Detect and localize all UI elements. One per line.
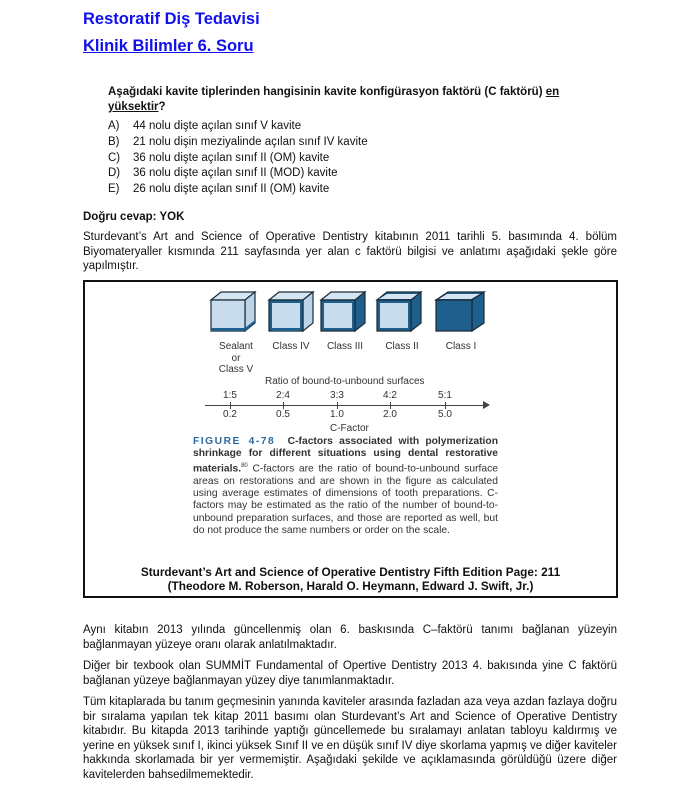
cube-label-sealant: Sealant or Class V — [218, 341, 254, 375]
paragraph-1: Sturdevant’s Art and Science of Operative Dentistry kitabının 2011 tarihli 5. basımında 4. bölüm Biyomateryaller kısmında 211 sayfasında yer alan c faktörü bilgisi ve anlatımı aşağıdaki şekle göre yapılmıştır. — [83, 231, 617, 273]
axis-tick — [230, 402, 231, 409]
cube-class2-icon — [375, 290, 425, 334]
axis-tick — [337, 402, 338, 409]
cube-class1-icon — [434, 290, 488, 334]
figure-caption: FIGURE 4-78 C-factors associated with polymerization shrinkage for different situations using dental restorative materials.$^{80}$ C-factors are the ratio of bound-to-unbound surface areas on restorations and are shown in the figure as calculated using average estimates of dimensions of tooth preparations. C-factors may be estimated as the ratio of the number of bound-to-unbound preparation surfaces, and those are reported as well, but do not produce the same numbers or order on the scale. — [193, 436, 498, 536]
option-e: E) 26 nolu dişte açılan sınıf II (OM) kavite — [108, 183, 330, 196]
axis-line — [205, 405, 485, 406]
figure-box — [83, 280, 618, 598]
figure-source: Sturdevant’s Art and Science of Operative Dentistry Fifth Edition Page: 211 (Theodore M. Roberson, Harald O. Heymann, Edward J. Swift, Jr.) — [140, 565, 561, 593]
cfactor-label: 0.2 — [223, 409, 237, 420]
cube-sealant-icon — [209, 290, 259, 334]
axis-title: Ratio of bound-to-unbound surfaces — [265, 376, 425, 387]
cube-label-class2: Class II — [385, 341, 419, 352]
ratio-label: 5:1 — [438, 390, 452, 401]
paragraph-4: Tüm kitaplarada bu tanım geçmesinin yanında kaviteler arasında fazladan aza veya azdan fazlaya doğru bir sıralama yapılan tek kitap 2011 basımı olan Sturdevant’s Art and Science of Operative Dentistry kitabıdır. Bu kitapda 2013 tarihinde yaptığı güncellemede bu sıralamayı anlatan tabloyu kaldırmış ve yerine en yüksek sınıf I, ikinci yüksek Sınıf II ve en düşük sınıf IV diye skorlama yapmış ve diğer kaviteler hakkında skorlamada bir yer vermemiştir. Aşağıdaki şekilde ve açıklamasında görüldüğü üzere diğer kavitelerden bahsedilmemektedir. — [83, 696, 617, 781]
option-d: D) 36 nolu dişte açılan sınıf II (MOD) kavite — [108, 167, 338, 180]
cfactor-label: 2.0 — [383, 409, 397, 420]
page-title: Restoratif Diş Tedavisi — [83, 10, 260, 28]
option-a: A) 44 nolu dişte açılan sınıf V kavite — [108, 120, 302, 132]
axis-tick — [283, 402, 284, 409]
paragraph-2: Aynı kitabın 2013 yılında güncellenmiş olan 6. baskısında C–faktörü tanımı bağlanan yüzeyin bağlanmayan yüzeye oranı olarak anlatılmaktadır. — [83, 624, 617, 651]
axis-tick — [390, 402, 391, 409]
cfactor-label: 0.5 — [276, 409, 290, 420]
page-subtitle: Klinik Bilimler 6. Soru — [83, 37, 254, 55]
ratio-label: 2:4 — [276, 390, 290, 401]
paragraph-3: Diğer bir texbook olan SUMMİT Fundamental of Opertive Dentistry 2013 4. bakısında yine C faktörü bağlanan yüzeye bağlanmayan yüzey diye tanımlanmaktadır. — [83, 660, 617, 687]
option-b: B) 21 nolu dişin meziyalinde açılan sınıf IV kavite — [108, 135, 368, 148]
correct-answer: Doğru cevap: YOK — [83, 211, 185, 223]
emphasis-yuksektir: yüksektir — [108, 101, 159, 113]
cube-class4-icon — [267, 290, 317, 334]
ratio-label: 3:3 — [330, 390, 344, 401]
cfactor-label: 5.0 — [438, 409, 452, 420]
emphasis-en: en — [545, 86, 560, 98]
question-text: Aşağıdaki kavite tiplerinden hangisinin kavite konfigürasyon faktörü (C faktörü) en yüksektir? — [108, 86, 560, 113]
cube-class3-icon — [319, 290, 369, 334]
answer-options — [108, 119, 368, 198]
cube-label-class3: Class III — [326, 341, 364, 352]
ratio-label: 1:5 — [223, 390, 237, 401]
axis-tick — [445, 402, 446, 409]
arrow-right-icon — [483, 401, 490, 409]
figure-number: FIGURE 4-78 — [193, 436, 276, 447]
ratio-label: 4:2 — [383, 390, 397, 401]
option-c: C) 36 nolu dişte açılan sınıf II (OM) kavite — [108, 151, 330, 164]
cube-label-class1: Class I — [445, 341, 477, 352]
cfactor-label: 1.0 — [330, 409, 344, 420]
cfactor-axis-label: C-Factor — [330, 423, 369, 434]
cube-label-class4: Class IV — [272, 341, 310, 352]
